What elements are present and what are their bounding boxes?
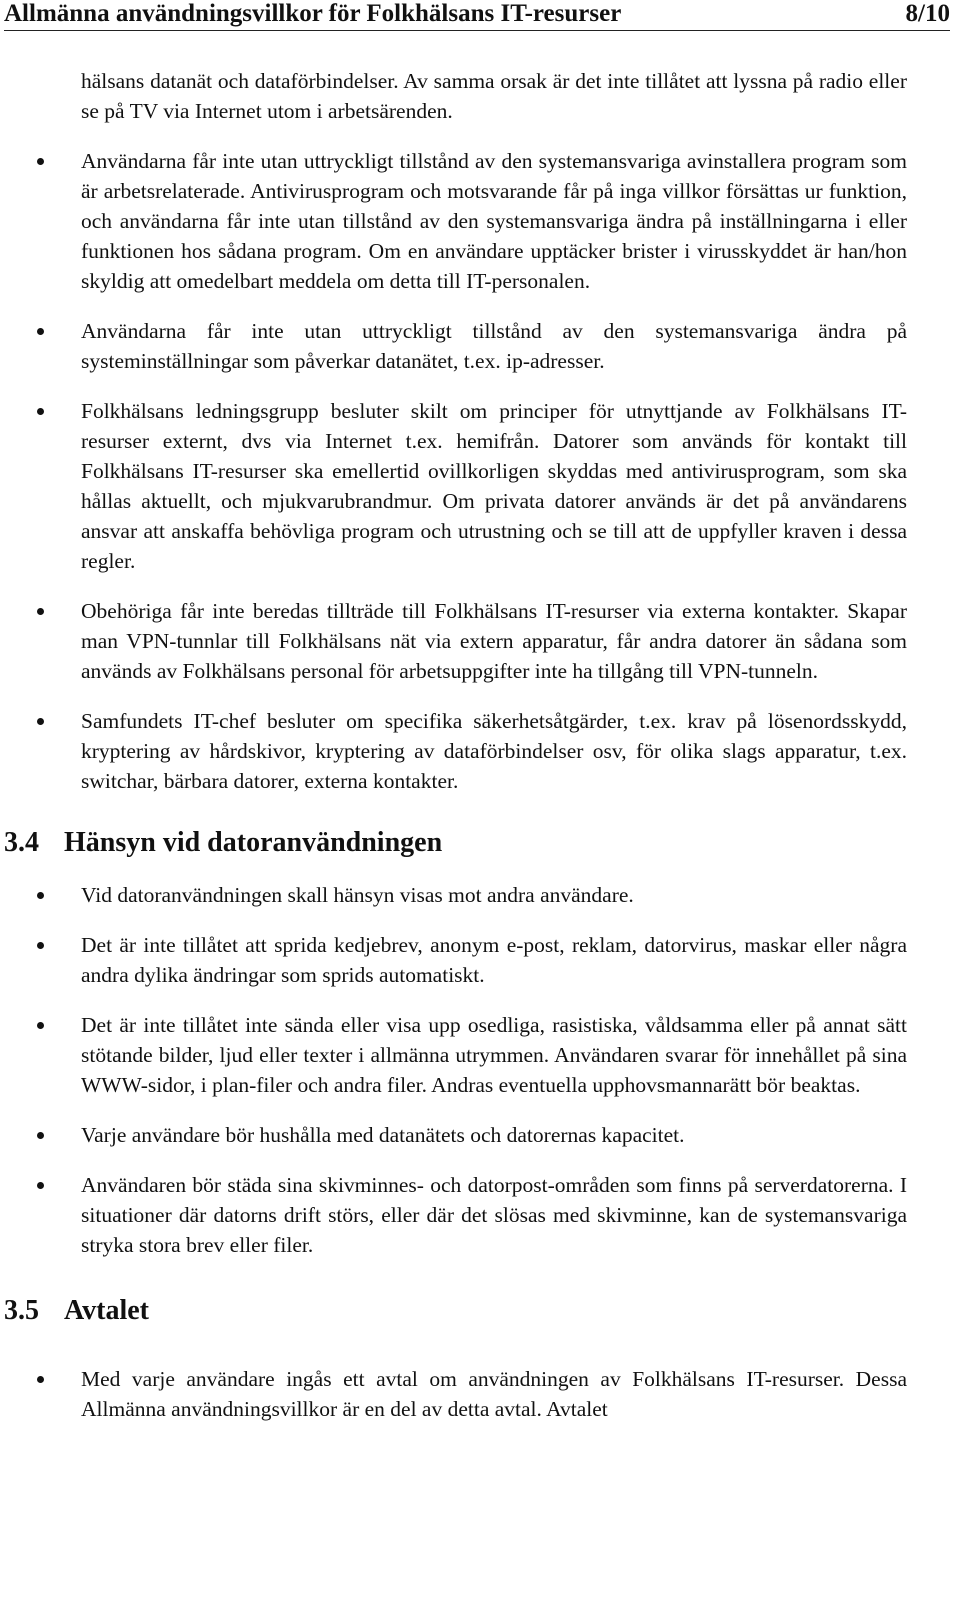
paragraph-continuation: hälsans datanät och dataförbindelser. Av samma orsak är det inte tillåtet att lyssna på radio eller se på TV via Internet utom i arbetsärenden.: [81, 69, 907, 123]
bullet-icon: [37, 892, 44, 899]
section-heading-3-5: [4, 1294, 960, 1328]
list-item: [0, 396, 960, 576]
document-title: Allmänna användningsvillkor för Folkhälsans IT-resurser: [4, 0, 622, 27]
list-item: [0, 146, 960, 296]
list-item: [0, 880, 960, 910]
list-item-text: Det är inte tillåtet inte sända eller visa upp osedliga, rasistiska, våldsamma eller på annat sätt stötande bilder, ljud eller texter i allmänna utrymmen. Användaren svarar för innehållet på sina WWW-sidor, i plan-filer och andra filer. Andras eventuella upphovsmannarätt bör beaktas.: [81, 1013, 907, 1097]
list-item: [0, 1170, 960, 1260]
page-number: 8/10: [905, 0, 950, 27]
list-item-text: Användaren bör städa sina skivminnes- och datorpost-områden som finns på serverdatorerna. I situationer där datorns drift störs, eller där det slösas med skivminne, kan de systemansvariga stryka stora brev eller filer.: [81, 1173, 907, 1257]
list-item-text: Folkhälsans ledningsgrupp besluter skilt om principer för utnyttjande av Folkhälsans IT-resurser externt, dvs via Internet t.ex. hemifrån. Datorer som används för kontakt till Folkhälsans IT-resurser ska emellertid ovillkorligen skyddas med antivirusprogram, som ska hållas aktuellt, och mjukvarubrandmur. Om privata datorer används är det på användarens ansvar att anskaffa behövliga program och utrustning och se till att de uppfyller kraven i dessa regler.: [81, 399, 907, 573]
list-item-text: Samfundets IT-chef besluter om specifika säkerhetsåtgärder, t.ex. krav på lösenordsskydd, kryptering av hårdskivor, kryptering av dataförbindelser osv, för olika slags apparatur, t.ex. switchar, bärbara datorer, externa kontakter.: [81, 709, 907, 793]
list-item: [0, 1120, 960, 1150]
section-heading-3-4: [4, 826, 960, 860]
bullet-icon: [37, 408, 44, 415]
bullet-icon: [37, 942, 44, 949]
page-header: [4, 0, 950, 31]
section-title: Hänsyn vid datoranvändningen: [64, 827, 443, 858]
page-body: [0, 66, 960, 1424]
list-item-text: Varje användare bör hushålla med datanätets och datorernas kapacitet.: [81, 1123, 685, 1147]
bullet-icon: [37, 1022, 44, 1029]
list-item: [0, 596, 960, 686]
section-number: 3.5: [4, 1295, 39, 1326]
list-item-text: Användarna får inte utan uttryckligt tillstånd av den systemansvariga avinstallera program som är arbetsrelaterade. Antivirusprogram och motsvarande får på inga villkor försättas ur funktion, och användarna får inte utan tillstånd av den systemansvariga ändra på inställningarna i eller funktionen hos sådana program. Om en användare upptäcker brister i virusskyddet är han/hon skyldig att omedelbart meddela om detta till IT-personalen.: [81, 149, 907, 293]
list-item: [0, 1010, 960, 1100]
bullet-icon: [37, 158, 44, 165]
bullet-icon: [37, 608, 44, 615]
list-item-text: Vid datoranvändningen skall hänsyn visas mot andra användare.: [81, 883, 634, 907]
list-item: [0, 316, 960, 376]
bullet-icon: [37, 328, 44, 335]
section-number: 3.4: [4, 827, 39, 858]
list-item: [0, 930, 960, 990]
list-item: [0, 1364, 960, 1424]
list-item-text: Med varje användare ingås ett avtal om användningen av Folkhälsans IT-resurser. Dessa Allmänna användningsvillkor är en del av detta avtal. Avtalet: [81, 1367, 907, 1421]
bullet-icon: [37, 718, 44, 725]
bullet-icon: [37, 1132, 44, 1139]
list-item-text: Användarna får inte utan uttryckligt tillstånd av den systemansvariga ändra på systeminställningar som påverkar datanätet, t.ex. ip-adresser.: [81, 319, 907, 373]
section-title: Avtalet: [64, 1295, 149, 1326]
bullet-icon: [37, 1376, 44, 1383]
list-item: [0, 706, 960, 796]
bullet-icon: [37, 1182, 44, 1189]
list-item-text: Obehöriga får inte beredas tillträde till Folkhälsans IT-resurser via externa kontakter. Skapar man VPN-tunnlar till Folkhälsans nät via extern apparatur, får andra datorer än sådana som används av Folkhälsans personal för arbetsuppgifter inte ha tillgång till VPN-tunneln.: [81, 599, 907, 683]
list-item-text: Det är inte tillåtet att sprida kedjebrev, anonym e-post, reklam, datorvirus, maskar eller några andra dylika ändringar som sprids automatiskt.: [81, 933, 907, 987]
